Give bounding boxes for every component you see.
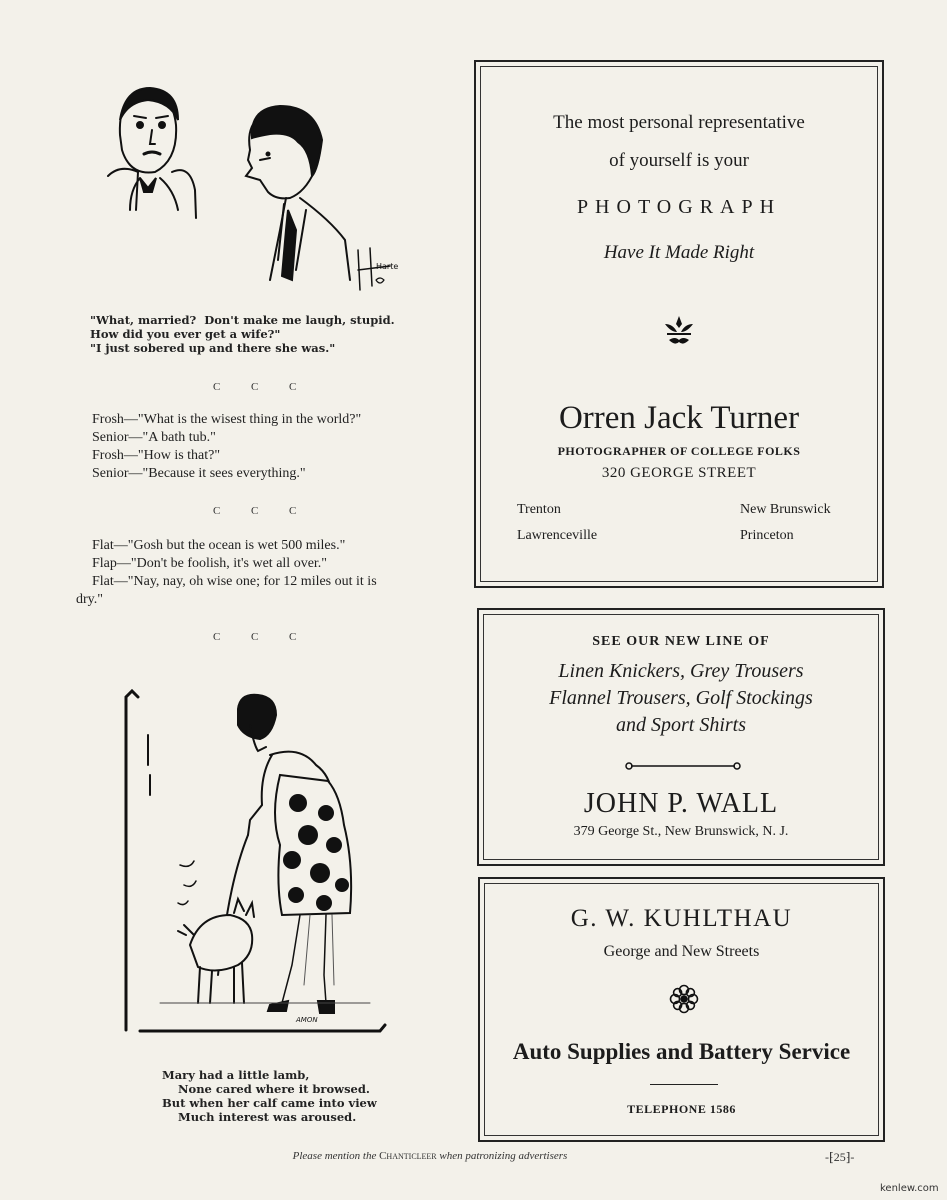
ad-photograph-heading: PHOTOGRAPH <box>576 196 782 218</box>
separator-1: C C C <box>213 381 297 393</box>
ad-john-p-wall <box>477 608 885 866</box>
joke-line: Flat—"Gosh but the ocean is wet 500 miles." <box>92 538 346 553</box>
cartoon-two-men <box>100 80 400 300</box>
cartoon2-caption: Mary had a little lamb, None cared where it browsed. But when her calf came into view Much interest was aroused. <box>162 1068 377 1124</box>
cartoon1-signature: Harte <box>376 262 399 271</box>
ad-product-line: Flannel Trousers, Golf Stockings <box>549 687 813 709</box>
ad-product-line: Linen Knickers, Grey Trousers <box>558 660 804 682</box>
city-new-brunswick: New Brunswick <box>740 502 831 517</box>
joke-line: Frosh—"How is that?" <box>92 448 221 463</box>
ad-tagline-1: The most personal representative <box>553 112 805 133</box>
ad-address: George and New Streets <box>603 943 760 960</box>
flower-ornament-icon <box>668 983 700 1015</box>
city-lawrenceville: Lawrenceville <box>517 528 598 543</box>
ad-address: 379 George St., New Brunswick, N. J. <box>573 824 789 839</box>
bracket-left-icon: -⁅ <box>825 1150 834 1164</box>
joke-line: Senior—"Because it sees everything." <box>92 466 306 481</box>
ad-product-line: and Sport Shirts <box>615 714 747 736</box>
separator-2: C C C <box>213 505 297 517</box>
city-trenton: Trenton <box>517 502 561 517</box>
divider-ornament-icon <box>623 760 743 772</box>
ad-tagline-2: of yourself is your <box>609 150 749 171</box>
cartoon-woman-with-dog <box>120 685 400 1045</box>
ad-company-name: Orren Jack Turner <box>558 400 800 436</box>
footer-note: Please mention the Chanticleer when patronizing advertisers <box>292 1150 568 1162</box>
ad-company-name: G. W. KUHLTHAU <box>570 905 793 932</box>
joke-line: Senior—"A bath tub." <box>92 430 216 445</box>
city-princeton: Princeton <box>740 528 794 543</box>
ad-telephone: TELEPHONE 1586 <box>627 1102 736 1116</box>
fleur-ornament-icon <box>661 314 697 350</box>
ad-company-name: JOHN P. WALL <box>583 788 779 819</box>
cartoon2-signature: AMON <box>296 1016 318 1024</box>
joke-line: Flat—"Nay, nay, oh wise one; for 12 miles out it is <box>92 574 377 589</box>
ad-gw-kuhlthau <box>478 877 885 1142</box>
divider-line <box>650 1084 718 1085</box>
ad-orren-jack-turner <box>474 60 884 588</box>
bracket-right-icon: ⁆- <box>845 1150 855 1164</box>
page-number: -⁅25⁆- <box>825 1150 855 1164</box>
joke-line: Frosh—"What is the wisest thing in the world?" <box>92 412 362 427</box>
separator-3: C C C <box>213 631 297 643</box>
joke-line: dry." <box>76 592 103 607</box>
ad-address: 320 GEORGE STREET <box>601 465 757 481</box>
ad-slogan: Have It Made Right <box>603 242 755 263</box>
ad-heading: SEE OUR NEW LINE OF <box>592 634 770 649</box>
cartoon1-caption: "What, married? Don't make me laugh, stupid. How did you ever get a wife?" "I just sobered up and there she was." <box>90 313 395 355</box>
ad-subtitle: PHOTOGRAPHER OF COLLEGE FOLKS <box>557 444 801 458</box>
watermark: kenlew.com <box>880 1183 939 1194</box>
ad-service: Auto Supplies and Battery Service <box>512 1039 851 1064</box>
joke-line: Flap—"Don't be foolish, it's wet all over." <box>92 556 328 571</box>
